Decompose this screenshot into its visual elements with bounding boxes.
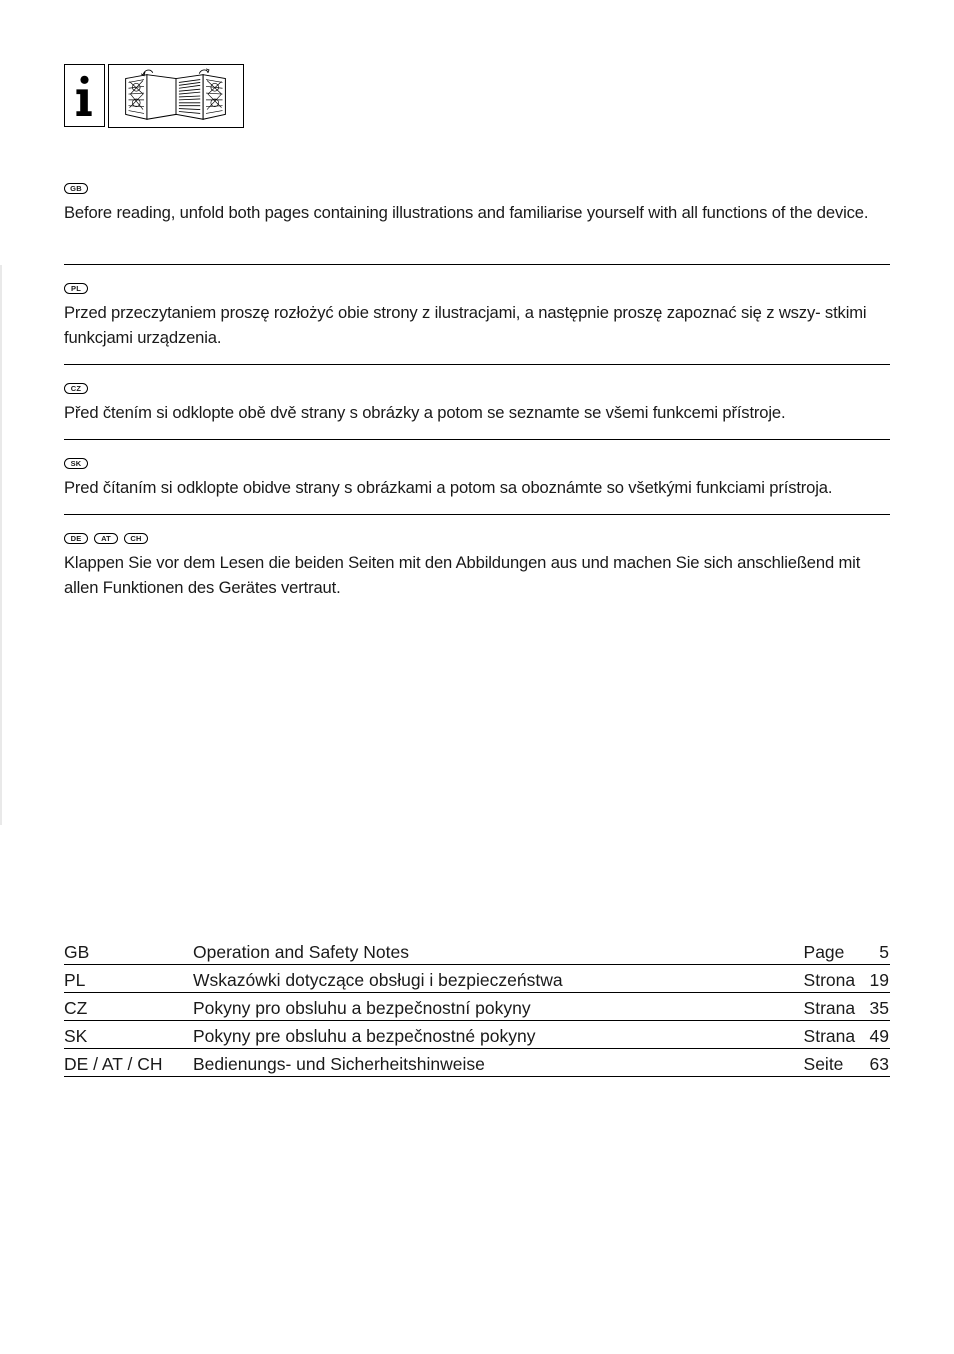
toc-title: Pokyny pre obsluhu a bezpečnostné pokyny — [193, 1026, 536, 1046]
section-cz — [64, 380, 890, 440]
toc-page-number: 49 — [869, 1026, 889, 1046]
language-badge: PL — [64, 283, 88, 294]
language-badge: DE — [64, 533, 88, 544]
unfold-pages-icon — [108, 64, 244, 128]
table-row — [64, 965, 890, 993]
toc-title: Bedienungs- und Sicherheitshinweise — [193, 1054, 485, 1074]
instruction-text: Przed przeczytaniem proszę rozłożyć obie strony z ilustracjami, a następnie proszę zapoznać się z wszy- stkimi funkcjami urządzenia. — [64, 303, 867, 347]
table-row — [64, 993, 890, 1021]
instruction-text: Pred čítaním si odklopte obidve strany s obrázkami a potom sa oboznámte so všetkými funkciami prístroja. — [64, 478, 833, 497]
toc-language-code: PL — [64, 970, 86, 990]
table-row — [64, 937, 890, 965]
toc-title: Wskazówki dotyczące obsługi i bezpieczeństwa — [193, 970, 563, 990]
instruction-text: Klappen Sie vor dem Lesen die beiden Seiten mit den Abbildungen aus und machen Sie sich anschließend mit allen Funktionen des Gerätes vertraut. — [64, 553, 861, 597]
edge-mark — [0, 265, 2, 825]
toc-page-label: Strana — [803, 1026, 856, 1046]
section-gb — [64, 180, 890, 265]
section-sk — [64, 455, 890, 515]
info-icon — [64, 64, 105, 127]
language-badges — [64, 380, 890, 396]
language-badges — [64, 455, 890, 471]
toc-language-code: DE / AT / CH — [64, 1054, 163, 1074]
toc-title: Operation and Safety Notes — [193, 942, 409, 962]
toc-page-label: Seite — [803, 1054, 844, 1074]
language-badge: CZ — [64, 383, 88, 394]
toc-page-number: 35 — [869, 998, 889, 1018]
section-pl — [64, 280, 890, 365]
toc-page-label: Strona — [803, 970, 856, 990]
toc-language-code: GB — [64, 942, 90, 962]
instruction-text: Before reading, unfold both pages containing illustrations and familiarise yourself with all functions of the device. — [64, 203, 869, 222]
toc-language-code: SK — [64, 1026, 88, 1046]
toc-page-number: 63 — [869, 1054, 889, 1074]
section-de-at-ch — [64, 530, 890, 610]
language-badges — [64, 530, 890, 546]
instruction-text: Před čtením si odklopte obě dvě strany s obrázky a potom se seznamte se všemi funkcemi přístroje. — [64, 403, 786, 422]
toc-language-code: CZ — [64, 998, 88, 1018]
toc-page-label: Page — [803, 942, 845, 962]
toc-page-number: 5 — [879, 942, 889, 962]
language-badge: GB — [64, 183, 88, 194]
language-badge: AT — [94, 533, 118, 544]
language-badge: SK — [64, 458, 88, 469]
toc-title: Pokyny pro obsluhu a bezpečnostní pokyny — [193, 998, 531, 1018]
toc-page-label: Strana — [803, 998, 856, 1018]
language-badges — [64, 180, 890, 196]
table-of-contents — [64, 937, 890, 1077]
language-badges — [64, 280, 890, 296]
table-row — [64, 1049, 890, 1077]
toc-page-number: 19 — [869, 970, 889, 990]
language-badge: CH — [124, 533, 148, 544]
table-row — [64, 1021, 890, 1049]
